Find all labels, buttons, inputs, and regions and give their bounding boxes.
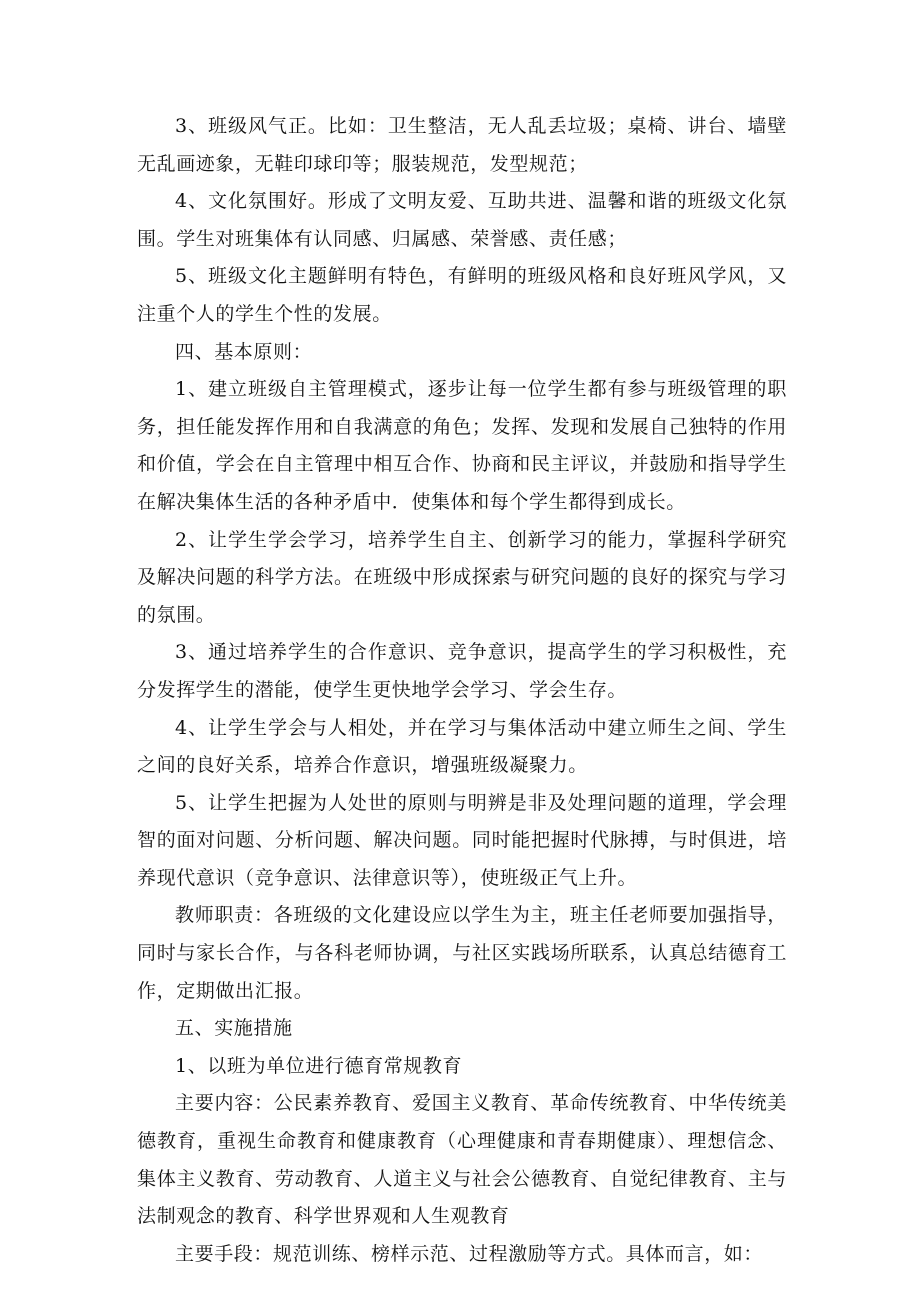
paragraph-principle-4: 4、让学生学会与人相处，并在学习与集体活动中建立师生之间、学生之间的良好关系，培养合作意识，增强班级凝聚力。 — [137, 716, 787, 777]
section-heading-implementation: 五、实施措施 — [175, 1017, 293, 1040]
paragraph-main-methods: 主要手段：规范训练、榜样示范、过程激励等方式。具体而言，如： — [175, 1242, 764, 1265]
paragraph-principle-1: 1、建立班级自主管理模式，逐步让每一位学生都有参与班级管理的职务，担任能发挥作用和自我满意的角色；发挥、发现和发展自己独特的作用和价值，学会在自主管理中相互合作、协商和民主评议，并鼓励和指导学生在解决集体生活的各种矛盾中．使集体和每个学生都得到成长。 — [137, 378, 787, 513]
paragraph-class-atmosphere: 3、班级风气正。比如：卫生整洁，无人乱丢垃圾；桌椅、讲台、墙壁无乱画迹象，无鞋印球印等；服装规范，发型规范； — [137, 115, 787, 175]
document-body — [137, 108, 787, 1273]
paragraph-teacher-duties: 教师职责：各班级的文化建设应以学生为主，班主任老师要加强指导，同时与家长合作，与各科老师协调，与社区实践场所联系，认真总结德育工作，定期做出汇报。 — [137, 904, 787, 1002]
paragraph-principle-5: 5、让学生把握为人处世的原则与明辨是非及处理问题的道理，学会理智的面对问题、分析问题、解决问题。同时能把握时代脉搏，与时俱进，培养现代意识（竞争意识、法律意识等），使班级正气上升。 — [137, 791, 787, 889]
paragraph-main-content: 主要内容：公民素养教育、爱国主义教育、革命传统教育、中华传统美德教育，重视生命教育和健康教育（心理健康和青春期健康）、理想信念、集体主义教育、劳动教育、人道主义与社会公德教育、自觉纪律教育、主与法制观念的教育、科学世界观和人生观教育 — [137, 1092, 787, 1228]
subheading-moral-education: 1、以班为单位进行德育常规教育 — [175, 1054, 463, 1077]
paragraph-cultural-theme: 5、班级文化主题鲜明有特色，有鲜明的班级风格和良好班风学风，又注重个人的学生个性的发展。 — [137, 265, 787, 325]
section-heading-basic-principles: 四、基本原则： — [175, 340, 313, 363]
paragraph-principle-2: 2、让学生学会学习，培养学生自主、创新学习的能力，掌握科学研究及解决问题的科学方法。在班级中形成探索与研究问题的良好的探究与学习的氛围。 — [137, 528, 787, 626]
paragraph-cultural-atmosphere: 4、文化氛围好。形成了文明友爱、互助共进、温馨和谐的班级文化氛围。学生对班集体有认同感、归属感、荣誉感、责任感； — [137, 190, 787, 250]
paragraph-principle-3: 3、通过培养学生的合作意识、竞争意识，提高学生的学习积极性，充分发挥学生的潜能，使学生更快地学会学习、学会生存。 — [137, 641, 787, 701]
